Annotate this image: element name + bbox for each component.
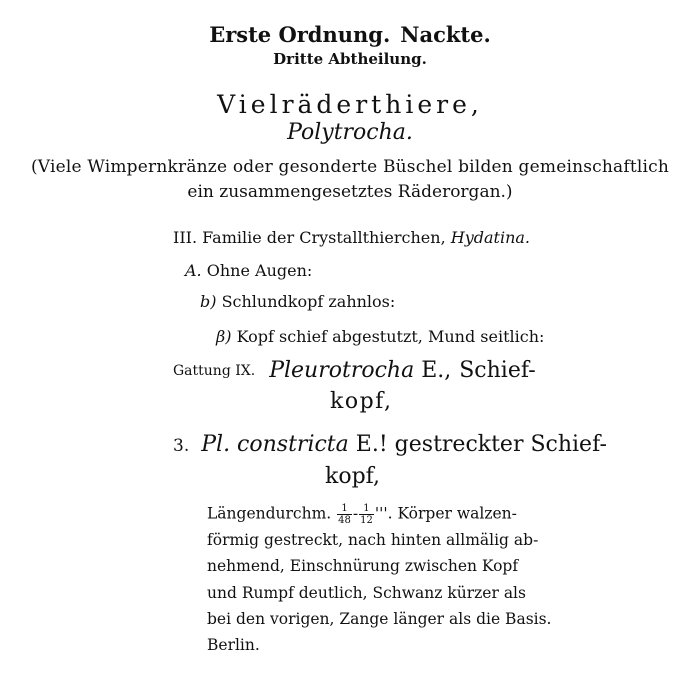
genus-label: Gattung IX. xyxy=(173,363,256,379)
description-line1 xyxy=(207,503,517,526)
description-line1-rest: Körper walzen- xyxy=(397,504,517,523)
genus-common-name-part2: kopf, xyxy=(330,389,393,414)
species-common-name-part2: kopf, xyxy=(325,464,381,489)
species-common-name-part1: gestreckter Schief- xyxy=(394,432,607,457)
section-beta-marker: β) xyxy=(216,327,232,346)
species-number: 3. xyxy=(173,436,190,456)
division-heading: Dritte Abtheilung. xyxy=(273,50,427,68)
fraction-max-denominator: 12 xyxy=(360,515,373,526)
species-heading xyxy=(173,432,607,457)
family-label: Familie der Crystallthierchen, xyxy=(202,228,446,247)
section-b-marker: b) xyxy=(200,292,217,311)
length-label: Längendurchm. xyxy=(207,504,332,523)
section-beta xyxy=(216,327,544,346)
species-author: E.! xyxy=(355,432,388,457)
section-a-marker: A. xyxy=(185,261,202,280)
section-b-text: Schlundkopf zahnlos: xyxy=(221,292,396,311)
section-b xyxy=(200,292,395,311)
genus-common-name-part1: Schief- xyxy=(459,358,536,383)
description-line4: und Rumpf deutlich, Schwanz kürzer als xyxy=(207,584,526,602)
fraction-min-denominator: 48 xyxy=(338,515,351,526)
fraction-max-numerator: 1 xyxy=(359,503,374,515)
range-dash: - xyxy=(352,504,359,523)
group-title: Vielräderthiere, xyxy=(217,90,483,119)
order-title: Erste Ordnung. xyxy=(209,22,391,47)
species-latin-name: Pl. constricta xyxy=(201,432,349,457)
group-description-line1: (Viele Wimpernkränze oder gesonderte Büschel bilden gemeinschaftlich xyxy=(30,157,670,177)
genus-latin-name: Pleurotrocha xyxy=(269,358,415,383)
section-a xyxy=(185,261,312,280)
family-latin-name: Hydatina. xyxy=(450,228,530,247)
family-number: III. xyxy=(173,228,198,247)
order-heading xyxy=(0,22,700,47)
section-beta-text: Kopf schief abgestutzt, Mund seitlich: xyxy=(236,327,545,346)
fraction-min xyxy=(337,503,352,526)
description-location: Berlin. xyxy=(207,636,260,654)
group-description-line2: ein zusammengesetztes Räderorgan.) xyxy=(187,182,513,202)
length-unit: '''. xyxy=(374,504,393,523)
genus-heading xyxy=(173,358,536,383)
section-a-text: Ohne Augen: xyxy=(206,261,313,280)
genus-author: E., xyxy=(421,358,452,383)
description-line5: bei den vorigen, Zange länger als die Basis. xyxy=(207,610,552,628)
order-name: Nackte. xyxy=(400,22,491,47)
description-line2: förmig gestreckt, nach hinten allmälig ab- xyxy=(207,531,539,549)
fraction-min-numerator: 1 xyxy=(337,503,352,515)
fraction-max xyxy=(359,503,374,526)
family-heading xyxy=(173,228,530,247)
description-line3: nehmend, Einschnürung zwischen Kopf xyxy=(207,557,519,575)
group-latin-name: Polytrocha. xyxy=(287,120,413,145)
